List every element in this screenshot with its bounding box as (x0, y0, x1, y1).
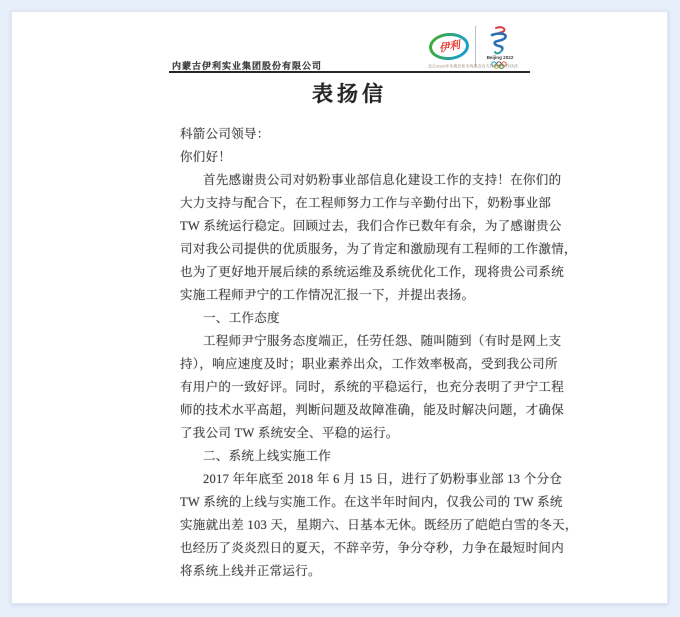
letter-line: 持），响应速度及时；职业素养出众，工作效率极高，受到我公司所 (180, 357, 558, 371)
letter-line: TW 系统运行稳定。回顾过去，我们合作已数年有余，为了感谢贵公 (180, 219, 562, 233)
company-name: 内蒙古伊利实业集团股份有限公司 (172, 61, 323, 71)
letter-line: 也经历了炎炎烈日的夏天，不辞辛劳，争分夺秒，力争在最短时间内 (180, 541, 565, 555)
olympic-partner-text: 北京2022年冬奥会和冬残奥会官方乳制品合作伙伴 (428, 63, 519, 69)
letter-line: 科箭公司领导： (180, 127, 270, 141)
yili-logo (428, 32, 470, 62)
letter-line: 首先感谢贵公司对奶粉事业部信息化建设工作的支持！在你们的 (203, 173, 562, 187)
beijing-logo-wordmark: Beijing 2022 (486, 55, 514, 60)
letter-line: 2017 年年底至 2018 年 6 月 15 日，进行了奶粉事业部 13 个分仓 (203, 472, 563, 486)
letter-line: 也为了更好地开展后续的系统运维及系统优化工作，现将贵公司系统 (180, 265, 565, 279)
letter-line: 你们好！ (180, 150, 232, 164)
letter-page (11, 11, 668, 604)
emblem-teal-stroke (495, 50, 502, 53)
yili-logo-text: 伊利 (437, 39, 461, 55)
letter-line: 将系统上线并正常运行。 (180, 564, 321, 578)
letter-body (180, 123, 578, 583)
letter-line: TW 系统的上线与实施工作。在这半年时间内，仅我公司的 TW 系统 (180, 495, 563, 509)
yili-logo-inner (431, 35, 466, 58)
letter-line: 二、系统上线实施工作 (203, 449, 332, 463)
letter-line: 一、工作态度 (203, 311, 280, 325)
letter-line: 了我公司 TW 系统安全、平稳的运行。 (180, 426, 399, 440)
letter-title: 表扬信 (312, 83, 387, 106)
letterhead-rule (169, 71, 530, 73)
logo-divider (475, 26, 476, 66)
letter-line: 工程师尹宁服务态度端正，任劳任怨、随叫随到（有时是网上支 (203, 334, 562, 348)
letter-line: 司对我公司提供的优质服务，为了肯定和激励现有工程师的工作激情， (180, 242, 577, 256)
letter-line: 实施工程师尹宁的工作情况汇报一下，并提出表扬。 (180, 288, 475, 302)
letter-line: 有用户的一致好评。同时，系统的平稳运行，也充分表明了尹宁工程 (180, 380, 565, 394)
emblem-blue-stroke (492, 34, 506, 50)
letter-line: 师的技术水平高超，判断问题及故障准确，能及时解决问题，才确保 (180, 403, 565, 417)
letter-line: 实施就出差 103 天，星期六、日基本无休。既经历了皑皑白雪的冬天， (180, 518, 578, 532)
letter-line: 大力支持与配合下，在工程师努力工作与辛勤付出下，奶粉事业部 (180, 196, 552, 210)
